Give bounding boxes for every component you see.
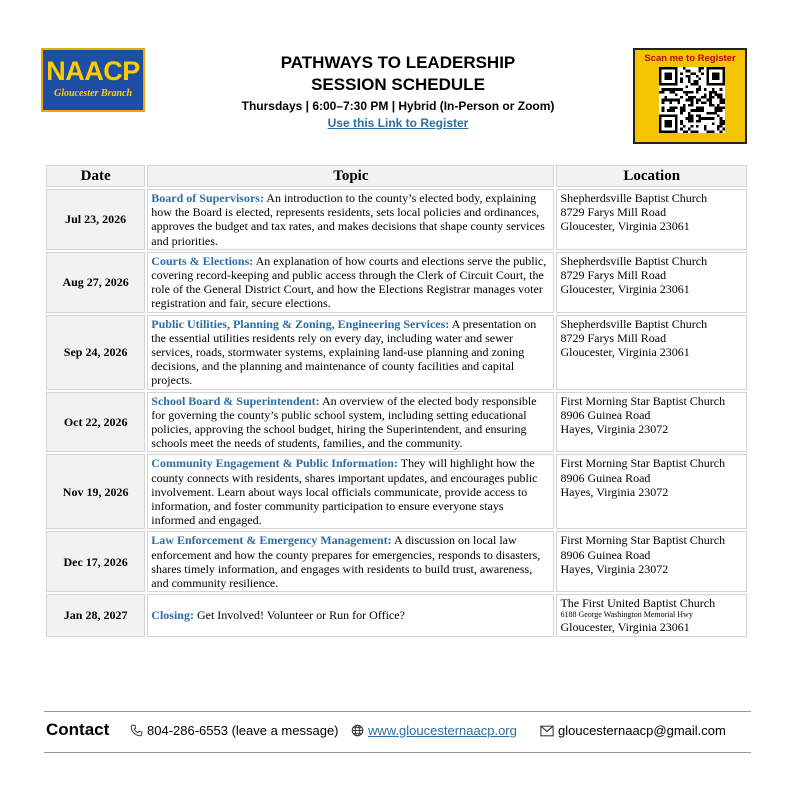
session-topic	[147, 531, 554, 592]
qr-label: Scan me to Register	[644, 53, 736, 64]
topic-description: An explanation of how courts and elections serve the public, covering record-keeping and public access through the Clerk of Circuit Court, the role of the General District Court, and how the Elections Registrar manages voter registration and fair, secure elections.	[151, 253, 547, 311]
session-location	[556, 454, 747, 529]
topic-title: School Board & Superintendent:	[151, 393, 320, 408]
topic-title: Public Utilities, Planning & Zoning, Engineering Services:	[151, 316, 450, 331]
session-topic	[147, 189, 554, 250]
session-date: Jan 28, 2027	[46, 594, 145, 636]
session-date: Nov 19, 2026	[46, 454, 145, 529]
location-city: Hayes, Virginia 23072	[560, 422, 669, 437]
location-name: Shepherdsville Baptist Church	[560, 316, 708, 331]
session-topic	[147, 594, 554, 636]
location-name: First Morning Star Baptist Church	[560, 456, 726, 471]
column-header-date: Date	[46, 165, 145, 187]
table-row	[46, 252, 747, 313]
table-row	[46, 594, 747, 636]
contact-website	[351, 723, 517, 738]
topic-description: A discussion on local law enforcement and how the county prepares for emergencies, responds to disasters, shares timely information, and engages with residents to build trust, awareness, and community resilience.	[151, 533, 541, 591]
session-topic	[147, 315, 554, 390]
contact-bar	[44, 711, 751, 753]
topic-title: Community Engagement & Public Information:	[151, 456, 398, 471]
phone-icon	[130, 724, 143, 737]
location-street: 8729 Farys Mill Road	[560, 268, 667, 283]
schedule-subtitle: Thursdays | 6:00–7:30 PM | Hybrid (In-Person or Zoom)	[241, 99, 555, 113]
table-row	[46, 392, 747, 453]
location-street: 8906 Guinea Road	[560, 470, 651, 485]
location-street: 8906 Guinea Road	[560, 407, 651, 422]
contact-email	[540, 723, 726, 738]
session-location	[556, 189, 747, 250]
location-city: Gloucester, Virginia 23061	[560, 620, 690, 635]
topic-title: Board of Supervisors:	[151, 191, 264, 205]
location-name: The First United Baptist Church	[560, 596, 716, 611]
topic-description: An introduction to the county’s elected body, explaining how the Board is elected, represents residents, sets local policies and ordinances, approves the budget and tax rates, and makes decisions that shape county services and priorities.	[151, 191, 545, 248]
mail-icon	[540, 725, 554, 737]
location-street: 6188 George Washington Memorial Hwy	[560, 610, 693, 620]
table-row	[46, 315, 747, 390]
contact-heading: Contact	[46, 720, 110, 739]
location-street: 8729 Farys Mill Road	[560, 205, 667, 220]
phone-number[interactable]: 804-286-6553 (leave a message)	[147, 723, 339, 738]
schedule-table	[44, 163, 749, 639]
location-city: Gloucester, Virginia 23061	[560, 345, 690, 360]
location-city: Gloucester, Virginia 23061	[560, 219, 690, 234]
globe-icon	[351, 724, 364, 737]
qr-code[interactable]	[659, 67, 725, 133]
column-header-location: Location	[556, 165, 747, 187]
naacp-logo	[41, 48, 145, 112]
location-name: Shepherdsville Baptist Church	[560, 253, 708, 268]
session-date: Jul 23, 2026	[46, 189, 145, 250]
contact-phone	[130, 723, 339, 738]
title-block	[170, 52, 626, 132]
location-city: Hayes, Virginia 23072	[560, 561, 669, 576]
column-header-topic: Topic	[147, 165, 554, 187]
table-header-row	[46, 165, 747, 187]
topic-title: Closing:	[151, 608, 194, 623]
topic-title: Law Enforcement & Emergency Management:	[151, 533, 392, 548]
topic-description: A presentation on the essential utilities residents rely on every day, including water and sewer services, roads, stormwater systems, explaining land-use planning and zoning decisions, and the planning and maintenance of county facilities and capital projects.	[151, 316, 537, 388]
session-location	[556, 252, 747, 313]
table-row	[46, 189, 747, 250]
session-location	[556, 594, 747, 636]
logo-sub-text: Gloucester Branch	[53, 88, 133, 99]
page-title-line1: PATHWAYS TO LEADERSHIP	[280, 53, 516, 72]
table-row	[46, 454, 747, 529]
page-title-line2: SESSION SCHEDULE	[311, 75, 485, 94]
location-street: 8906 Guinea Road	[560, 547, 651, 562]
session-topic	[147, 392, 554, 453]
location-name: Shepherdsville Baptist Church	[560, 191, 708, 205]
session-topic	[147, 252, 554, 313]
session-date: Aug 27, 2026	[46, 252, 145, 313]
session-location	[556, 315, 747, 390]
session-location	[556, 392, 747, 453]
location-street: 8729 Farys Mill Road	[560, 330, 667, 345]
location-name: First Morning Star Baptist Church	[560, 393, 726, 408]
register-link[interactable]: Use this Link to Register	[327, 116, 469, 130]
topic-description: They will highlight how the county connects with residents, shares important updates, and encourages public involvement. Learn about ways local officials communicate, provide access to information, and foster community participation to ensure everyone stays informed and engaged.	[151, 456, 538, 528]
table-row	[46, 531, 747, 592]
session-location	[556, 531, 747, 592]
logo-main-text: NAACP	[46, 56, 140, 86]
website-link[interactable]: www.gloucesternaacp.org	[368, 723, 517, 738]
topic-description: Get Involved! Volunteer or Run for Office?	[193, 608, 405, 623]
email-address[interactable]: gloucesternaacp@gmail.com	[558, 723, 726, 738]
location-city: Hayes, Virginia 23072	[560, 484, 669, 499]
topic-description: An overview of the elected body responsible for governing the county’s public school system, including setting educational policies, approving the school budget, hiring the Superintendent, and ensuring schools meet the needs of students, families, and the community.	[151, 393, 537, 451]
location-city: Gloucester, Virginia 23061	[560, 282, 690, 297]
session-date: Sep 24, 2026	[46, 315, 145, 390]
location-name: First Morning Star Baptist Church	[560, 533, 726, 548]
session-date: Oct 22, 2026	[46, 392, 145, 453]
topic-title: Courts & Elections:	[151, 253, 254, 268]
qr-register-box	[633, 48, 747, 144]
session-topic	[147, 454, 554, 529]
session-date: Dec 17, 2026	[46, 531, 145, 592]
